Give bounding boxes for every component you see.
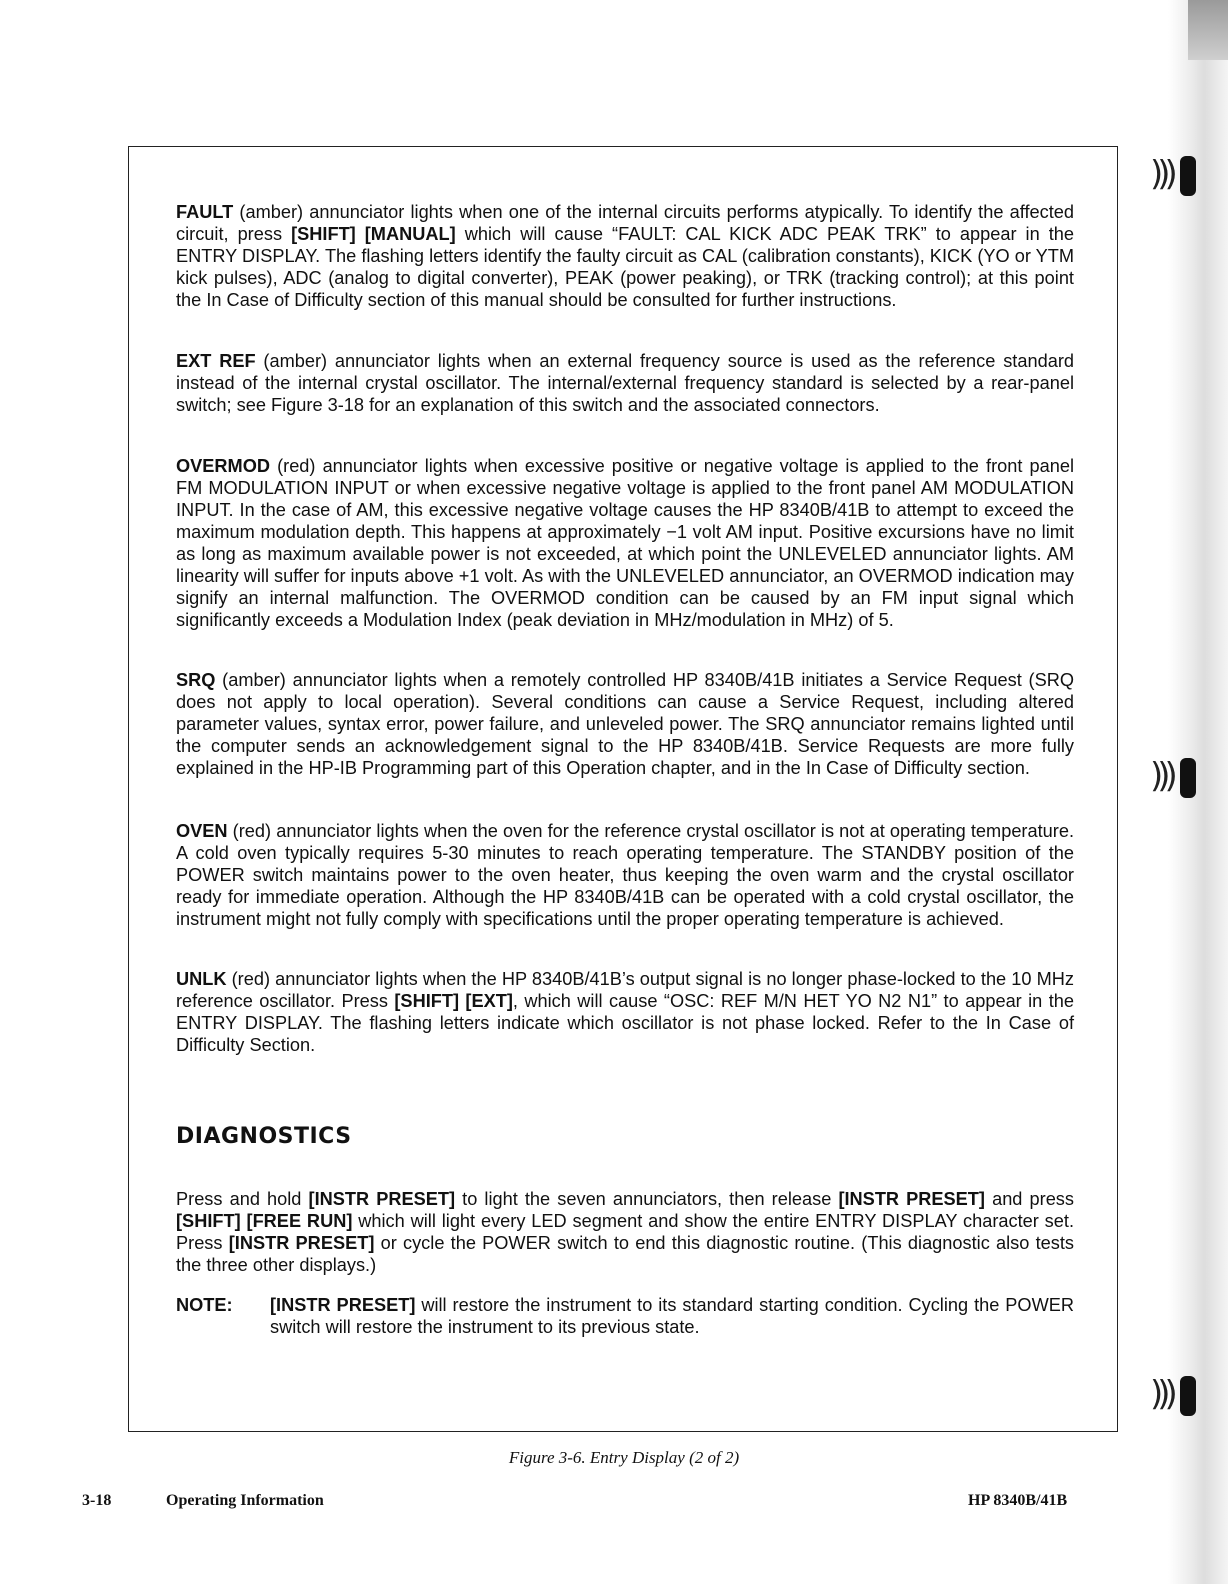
fault-paragraph xyxy=(176,201,1074,311)
unlk-text-2: , which will cause “OSC: REF M/N HET YO N2 N1” to appear in the ENTRY DISPLAY. The flashing letters indicate which oscillator is not phase locked. Refer to the In Case of Difficulty Section. xyxy=(176,991,1074,1055)
overmod-text: (red) annunciator lights when excessive positive or negative voltage is applied to the front panel FM MODULATION INPUT or when excessive negative voltage is applied to the front panel AM MODULATION INPUT. In the case of AM, this excessive negative voltage causes the HP 8340B/41B to attempt to exceed the maximum modulation depth. This happens at approximately −1 volt AM input. Positive excursions have no limit as long as maximum available power is not exceeded, at which point the UNLEVELED annunciator lights. AM linearity will suffer for inputs above +1 volt. As with the UNLEVELED annunciator, an OVERMOD indication may signify an internal malfunction. The OVERMOD condition can be caused by an FM input signal which significantly exceeds a Modulation Index (peak deviation in MHz/modulation in MHz) of 5. xyxy=(176,456,1074,630)
unlk-key: [SHIFT] [EXT] xyxy=(394,991,513,1011)
srq-paragraph xyxy=(176,669,1074,779)
fault-text-2: which will cause “FAULT: CAL KICK ADC PEAK TRK” to appear in the ENTRY DISPLAY. The flashing letters identify the faulty circuit as CAL (calibration constants), KICK (YO or YTM kick pulses), ADC (analog to digital converter), PEAK (power peaking), or TRK (tracking control); at this point the In Case of Difficulty section of this manual should be consulted for further instructions. xyxy=(176,224,1074,310)
fault-term: FAULT xyxy=(176,202,234,222)
diag-key-1: [INSTR PRESET] xyxy=(308,1189,456,1209)
binder-hole-mark-icon: ))) xyxy=(1150,1370,1214,1418)
binder-hole-mark-icon: ))) xyxy=(1150,752,1214,800)
diag-text-3: and press xyxy=(984,1189,1074,1209)
diag-text-2: to light the seven annunciators, then release xyxy=(455,1189,839,1209)
diag-key-2: [INSTR PRESET] xyxy=(838,1189,985,1209)
oven-text: (red) annunciator lights when the oven for the reference crystal oscillator is not at operating temperature. A cold oven typically requires 5-30 minutes to reach operating temperature. The STANDBY position of the POWER switch maintains power to the oven heater, thus keeping the oven warm and the crystal oscillator ready for immediate operation. Although the HP 8340B/41B can be operated with a cold crystal oscillator, the instrument might not fully comply with specifications until the proper operating temperature is achieved. xyxy=(176,821,1074,929)
fault-key: [SHIFT] [MANUAL] xyxy=(291,224,456,244)
ext-ref-paragraph xyxy=(176,350,1074,416)
page-number: 3-18 xyxy=(82,1492,112,1509)
diag-text-4: which will light every LED segment and show the entire ENTRY DISPLAY character set. Press xyxy=(176,1211,1074,1253)
note-body: will restore the instrument to its standard starting condition. Cycling the POWER switch will restore the instrument to its previous state. xyxy=(270,1295,1074,1337)
diag-key-3: [SHIFT] [FREE RUN] xyxy=(176,1211,353,1231)
srq-text: (amber) annunciator lights when a remotely controlled HP 8340B/41B initiates a Service Request (SRQ does not apply to local operation). Several conditions can cause a Service Request, including altered parameter values, syntax error, power failure, and unleveled power. The SRQ annunciator remains lighted until the computer sends an acknowledgement signal to the HP 8340B/41B. Service Requests are more fully explained in the HP-IB Programming part of this Operation chapter, and in the In Case of Difficulty section. xyxy=(176,670,1074,778)
srq-term: SRQ xyxy=(176,670,216,690)
model-number: HP 8340B/41B xyxy=(968,1492,1068,1509)
ext-ref-text: (amber) annunciator lights when an external frequency source is used as the reference standard instead of the internal crystal oscillator. The internal/external frequency standard is selected by a rear-panel switch; see Figure 3-18 for an explanation of this switch and the associated connectors. xyxy=(176,351,1074,415)
diag-text-1: Press and hold xyxy=(176,1189,309,1209)
binder-hole-mark-icon: ))) xyxy=(1150,150,1214,198)
diagnostics-paragraph xyxy=(176,1188,1074,1276)
diag-text-5: or cycle the POWER switch to end this diagnostic routine. (This diagnostic also tests the three other displays.) xyxy=(176,1233,1075,1275)
overmod-term: OVERMOD xyxy=(176,456,270,476)
unlk-paragraph xyxy=(176,968,1074,1056)
note-key: [INSTR PRESET] xyxy=(270,1295,416,1315)
section-title: Operating Information xyxy=(166,1492,324,1509)
ext-ref-term: EXT REF xyxy=(176,351,256,371)
note-label: NOTE: xyxy=(176,1295,233,1315)
oven-term: OVEN xyxy=(176,821,228,841)
note-text xyxy=(270,1294,1074,1338)
diagnostics-heading: DIAGNOSTICS xyxy=(176,1124,352,1149)
diag-key-4: [INSTR PRESET] xyxy=(228,1233,375,1253)
overmod-paragraph xyxy=(176,455,1074,631)
unlk-term: UNLK xyxy=(176,969,227,989)
page-scan-corner xyxy=(1188,0,1228,60)
oven-paragraph xyxy=(176,820,1074,930)
unlk-text-1: (red) annunciator lights when the HP 8340B/41B’s output signal is no longer phase-locked to the 10 MHz reference oscillator. Press xyxy=(176,969,1074,1011)
figure-caption: Figure 3-6. Entry Display (2 of 2) xyxy=(508,1448,740,1467)
fault-text-1: (amber) annunciator lights when one of the internal circuits performs atypically. To identify the affected circuit, press xyxy=(176,202,1074,244)
